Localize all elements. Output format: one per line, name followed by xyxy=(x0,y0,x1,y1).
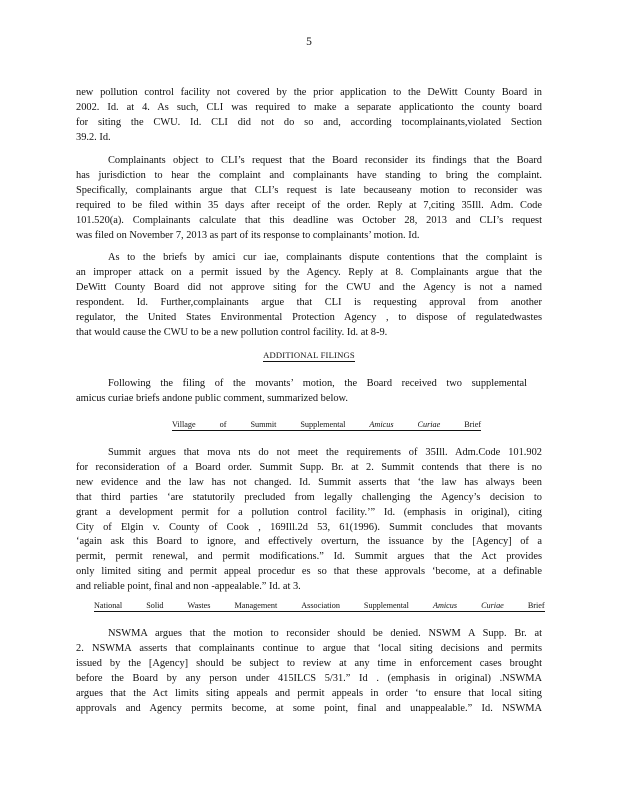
text-line: for siting the CWU. Id. CLI did not do so and, according tocomplainants,violated Section xyxy=(76,116,542,128)
heading-nswma-brief: National Solid Wastes Management Association Supplemental Amicus Curiae Brief xyxy=(94,601,545,610)
text-line: has jurisdiction to hear the complaint and complainants have standing to bring the complaint. xyxy=(76,169,542,181)
text-line: NSWMA argues that the motion to reconsider should be denied. NSWM A Supp. Br. at xyxy=(108,628,542,639)
text-line: issued by the [Agency] should be subject to review at any time in enforcement cases brought xyxy=(76,657,542,669)
text-line: that third parties ‘are statutorily precluded from legally challenging the Agency’s decision to xyxy=(76,491,542,503)
text-line: Summit argues that mova nts do not meet the requirements of 35Ill. Adm.Code 101.902 xyxy=(108,447,542,458)
text-line: 39.2. Id. xyxy=(76,131,111,143)
text-line: regulator, the United States Environmental Protection Agency , to dispose of regulatedwastes xyxy=(76,311,542,323)
text-line: City of Elgin v. County of Cook , 169Ill.2d 53, 61(1996). Summit concludes that movants xyxy=(76,521,542,533)
text-line: before the Board by any person under 415ILCS 5/31.” Id . (emphasis in original) .NSWMA xyxy=(76,672,542,684)
text-line: argues that the Act limits siting appeals and permit appeals in order ‘to ensure that local siting xyxy=(76,687,542,699)
text-line: grant a development permit for a pollution control facility.’” Id. (emphasis in original), citing xyxy=(76,506,542,518)
paragraph-summit-argues xyxy=(76,446,542,595)
text-line: new pollution control facility not covered by the prior application to the DeWitt County Board in xyxy=(76,87,542,98)
text-line: Specifically, complainants argue that CLI’s request is late becauseany motion to reconsider was xyxy=(76,184,542,196)
text-line: ‘again ask this Board to ignore, and effectively overturn, the issuance by the [Agency] of a xyxy=(76,536,542,548)
text-line: approvals and Agency permits become, at some point, final and unappealable.” Id. NSWMA xyxy=(76,702,542,714)
text-line: that would cause the CWU to be a new pollution control facility. Id. at 8-9. xyxy=(76,326,388,338)
text-line: for reconsideration of a Board order. Summit Supp. Br. at 2. Summit contends that there is no xyxy=(76,461,542,473)
text-line: Complainants object to CLI’s request that the Board reconsider its findings that the Board xyxy=(108,155,542,166)
text-line: was filed on November 7, 2013 as part of its response to complainants’ motion. Id. xyxy=(76,229,420,241)
text-line: As to the briefs by amici cur iae, complainants dispute contentions that the complaint is xyxy=(108,252,542,263)
text-line: and reliable point, final and non -appealable.” Id. at 3. xyxy=(76,581,301,593)
text-line: required to be filed within 35 days after receipt of the order. Reply at 7,citing 35Ill. Adm. Code xyxy=(76,199,542,211)
paragraph-jurisdiction-end xyxy=(76,86,542,146)
page-number: 5 xyxy=(306,36,312,48)
paragraph-following-filing xyxy=(76,377,542,407)
paragraph-nswma-argues xyxy=(76,627,542,716)
text-line: new evidence and the law has not changed. Id. Summit asserts that ‘the law has always been xyxy=(76,476,542,488)
text-line: permit, permit renewal, and permit modifications.” Id. Summit argues that the Act provides xyxy=(76,551,542,563)
text-line: respondent. Id. Further,complainants argue that CLI is requesting approval from another xyxy=(76,296,542,308)
text-line: 2. NSWMA asserts that complainants continue to argue that ‘local siting decisions and permits xyxy=(76,642,542,654)
text-line: only limited siting and permit appeal procedur es so that these approvals ‘become, at a definable xyxy=(76,566,542,578)
text-line: Following the filing of the movants’ motion, the Board received two supplemental xyxy=(108,378,527,389)
text-line: 2002. Id. at 4. As such, CLI was required to make a separate applicationto the county board xyxy=(76,101,542,113)
text-line: 101.520(a). Complainants calculate that this deadline was October 28, 2013 and CLI’s request xyxy=(76,214,542,226)
text-line: an improper attack on a permit issued by the Agency. Reply at 8. Complainants argue that the xyxy=(76,266,542,278)
text-line: amicus curiae briefs andone public comment, summarized below. xyxy=(76,392,348,404)
heading-village-of-summit-brief: Village of Summit Supplemental Amicus Curiae Brief xyxy=(172,420,482,429)
paragraph-complainants-object xyxy=(76,154,542,243)
paragraph-amici-briefs xyxy=(76,251,542,340)
text-line: DeWitt County Board did not approve siting for the CWU and the Agency is not a named xyxy=(76,281,542,293)
heading-additional-filings: ADDITIONAL FILINGS xyxy=(263,350,355,360)
